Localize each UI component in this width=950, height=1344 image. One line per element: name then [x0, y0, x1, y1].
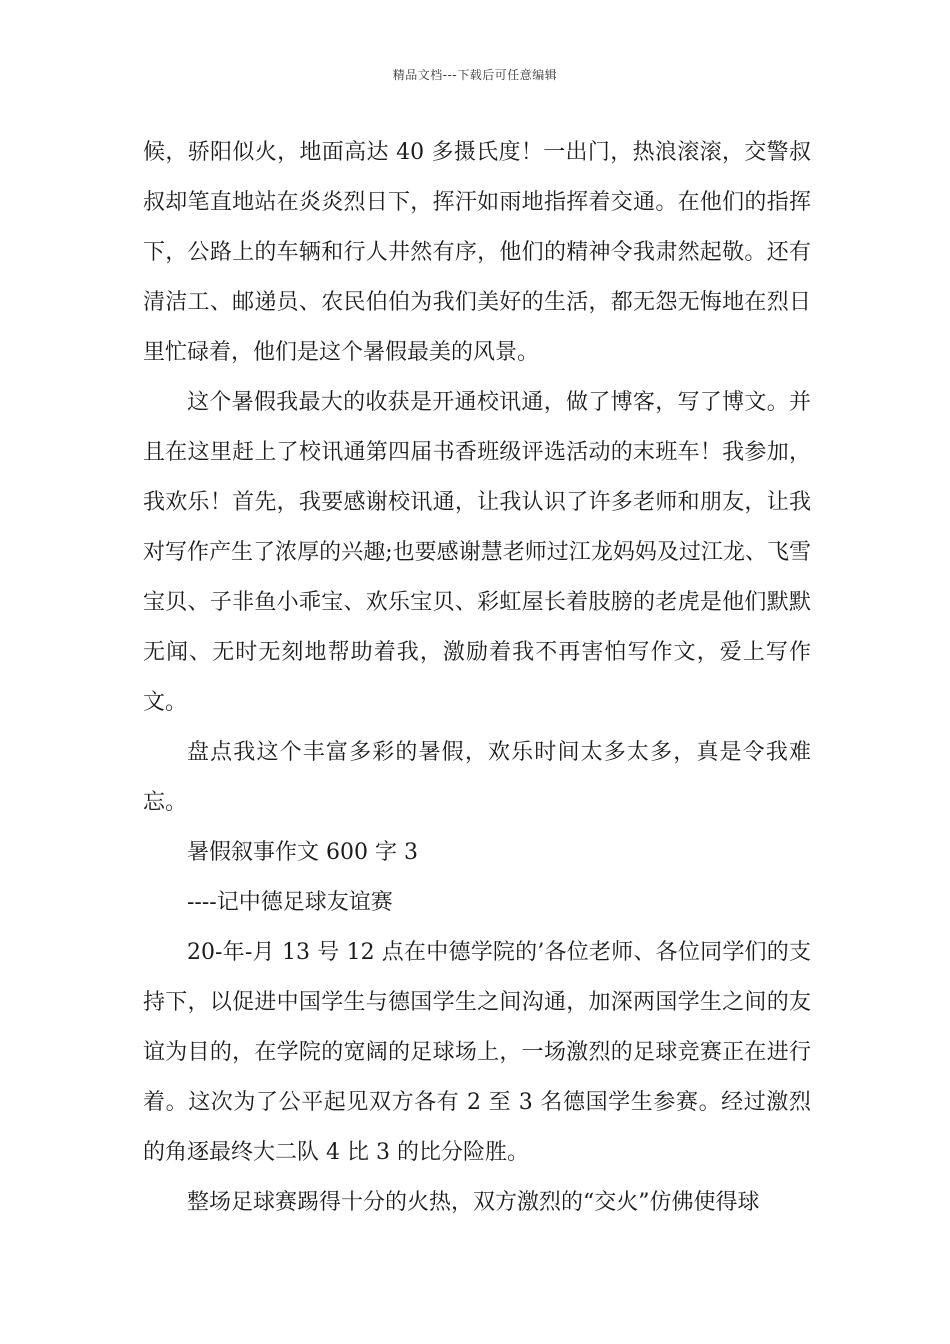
essay-title: 暑假叙事作文 600 字 3: [187, 840, 418, 865]
paragraph-harvest: 这个暑假我最大的收获是开通校讯通，做了博客，写了博文。并且在这里赶上了校讯通第四届书香班级评选活动的末班车！我参加，我欢乐！首先，我要感谢校讯通，让我认识了许多老师和朋友，让我对写作产生了浓厚的兴趣;也要感谢慧老师过江龙妈妈及过江龙、飞雪宝贝、子非鱼小乖宝、欢乐宝贝、彩虹屋长着肢膀的老虎是他们默默无闻、无时无刻地帮助着我，激励着我不再害怕写作文，爱上写作文。: [143, 390, 811, 715]
paragraph-match-intro: 20-年-月 13 号 12 点在中德学院的’各位老师、各位同学们的支持下，以促进中国学生与德国学生之间沟通，加深两国学生之间的友谊为目的，在学院的宽阔的足球场上，一场激烈的足球竞赛正在进行着。这次为了公平起见双方各有 2 至 3 名德国学生参赛。经过激烈的角逐最终大二队 4 比 3 的比分险胜。: [143, 940, 811, 1165]
paragraph-continuation: 候，骄阳似火，地面高达 40 多摄氏度！一出门，热浪滚滚，交警叔叔却笔直地站在炎炎烈日下，挥汗如雨地指挥着交通。在他们的指挥下，公路上的车辆和行人井然有序，他们的精神令我肃然起敬。还有清洁工、邮递员、农民伯伯为我们美好的生活，都无怨无悔地在烈日里忙碌着，他们是这个暑假最美的风景。: [143, 140, 811, 365]
page-header: 精品文档---下载后可任意编辑: [392, 68, 558, 82]
paragraph-summary: 盘点我这个丰富多彩的暑假，欢乐时间太多太多，真是令我难忘。: [143, 740, 811, 815]
document-body: [143, 128, 811, 1228]
paragraph-match-detail: 整场足球赛踢得十分的火热，双方激烈的“交火”仿佛使得球: [187, 1190, 760, 1215]
essay-subtitle: ----记中德足球友谊赛: [187, 890, 393, 915]
